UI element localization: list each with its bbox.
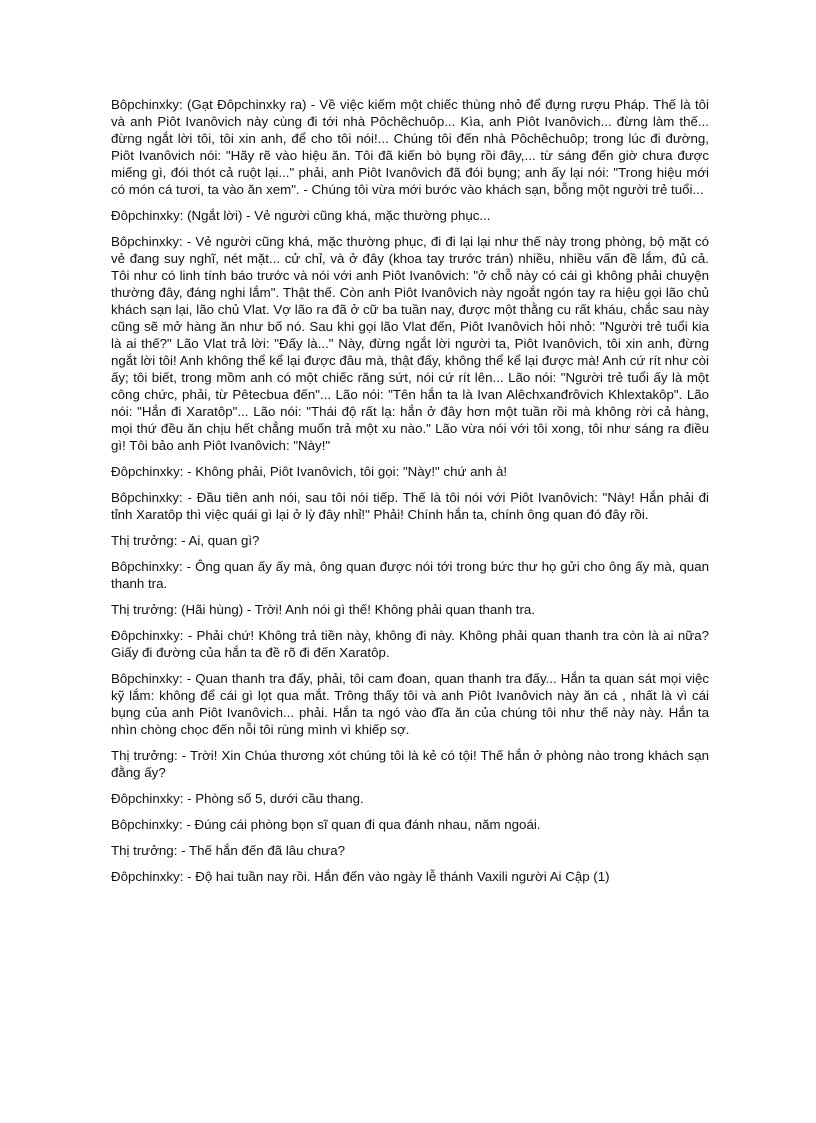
dialogue-paragraph: Đôpchinxky: - Không phải, Piôt Ivanôvich, tôi gọi: "Này!" chứ anh à!	[111, 464, 508, 479]
dialogue-paragraph: Thị trưởng: (Hãi hùng) - Trời! Anh nói gì thế! Không phải quan thanh tra.	[111, 602, 536, 617]
dialogue-paragraph: Bôpchinxky: - Vẻ người cũng khá, mặc thường phục, đi đi lại lại như thế này trong phòng, bộ mặt có vẻ đang suy nghĩ, nét mặt... cử chỉ, và ở đây (khoa tay trước trán) nhiều, nhiều vấn đề lắm, đủ cả. Tôi như có linh tính báo trước và nói với anh Piôt Ivanôvich: "ở chỗ này có cái gì không phải chuyện thường đây, đáng nghi lắm". Thật thế. Còn anh Piôt Ivanôvich này ngoắt ngón tay ra hiệu gọi lão chủ khách sạn lại, lão chủ Vlat. Vợ lão ra đã ở cữ ba tuần nay, được một thằng cu rất kháu, chắc sau này cũng sẽ mở hàng ăn như bố nó. Sau khi gọi lão Vlat đến, Piôt Ivanôvich hỏi nhỏ: "Người trẻ tuổi kia là ai thế?" Lão Vlat trả lời: "Đấy là..." Này, đừng ngắt lời người ta, Piôt Ivanôvich, tôi xin anh, đừng ngắt lời tôi! Anh không thể kể lại được đâu mà, thật đấy, không thể kể lại được mà! Anh cứ rít như còi ấy; tôi biết, trong mồm anh có một chiếc răng sứt, nói cứ rít lên... Lão nói: "Người trẻ tuổi ấy là một công chức, phải, từ Pêtecbua đến"... Lão nói: "Tên hắn ta là Ivan Alêchxanđrôvich Khlextakôp". Lão nói: "Hắn đi Xaratôp"... Lão nói: "Thái độ rất lạ: hắn ở đây hơn một tuần rồi mà không rời cả hàng, mọi thứ đều ăn chịu hết chẳng muốn trả một xu nào." Lão vừa nói với tôi xong, tôi như sáng ra điều gì! Tôi bảo anh Piôt Ivanôvich: "Này!"	[111, 234, 709, 453]
dialogue-paragraph: Bôpchinxky: - Quan thanh tra đấy, phải, tôi cam đoan, quan thanh tra đấy... Hắn ta quan sát mọi việc kỹ lắm: không để cái gì lọt qua mắt. Trông thấy tôi và anh Piôt Ivanôvich này ăn cá , nhất là vì cái bụng của anh Piôt Ivanôvich... phải. Hắn ta ngó vào đĩa ăn của chúng tôi như thế này này. Hắn ta nhìn chòng chọc đến nỗi tôi rùng mình vì khiếp sợ.	[111, 671, 709, 737]
dialogue-paragraph: Thị trưởng: - Ai, quan gì?	[111, 533, 260, 548]
dialogue-paragraph: Bôpchinxky: (Gạt Đôpchinxky ra) - Về việc kiếm một chiếc thùng nhỏ để đựng rượu Pháp. Thế là tôi và anh Piôt Ivanôvich này cùng đi tới nhà Pôchêchuôp... Kìa, anh Piôt Ivanôvich... đừng làm thế... đừng ngắt lời tôi, tôi xin anh, để cho tôi nói!... Chúng tôi đến nhà Pôchêchuôp; trong lúc đi đường, Piôt Ivanôvich nói: "Hãy rẽ vào hiệu ăn. Tôi đã kiến bò bụng rồi đây,... từ sáng đến giờ chưa được miếng gì, đói thót cả ruột lại..." phải, anh Piôt Ivanôvich đã đói bụng; anh ấy lại nói: "Trong hiệu mới có món cá tươi, ta vào ăn xem". - Chúng tôi vừa mới bước vào khách sạn, bỗng một người trẻ tuổi...	[111, 97, 709, 197]
dialogue-paragraph: Đôpchinxky: (Ngắt lời) - Vẻ người cũng khá, mặc thường phục...	[111, 208, 491, 223]
dialogue-paragraph: Bôpchinxky: - Đầu tiên anh nói, sau tôi nói tiếp. Thế là tôi nói với Piôt Ivanôvich: "Này! Hắn phải đi tỉnh Xaratôp thì việc quái gì lại ở lỳ đây nhỉ!" Phải! Chính hắn ta, chính ông quan đó đây rồi.	[111, 490, 709, 522]
dialogue-paragraph: Đôpchinxky: - Phòng số 5, dưới cầu thang.	[111, 791, 364, 806]
dialogue-paragraph: Đôpchinxky: - Độ hai tuần nay rồi. Hắn đến vào ngày lễ thánh Vaxili người Ai Cập (1)	[111, 869, 610, 884]
dialogue-paragraph: Thị trưởng: - Trời! Xin Chúa thương xót chúng tôi là kẻ có tội! Thế hắn ở phòng nào trong khách sạn đằng ấy?	[111, 748, 709, 780]
dialogue-paragraph: Bôpchinxky: - Đúng cái phòng bọn sĩ quan đi qua đánh nhau, năm ngoái.	[111, 817, 541, 832]
dialogue-paragraph: Bôpchinxky: - Ông quan ấy ấy mà, ông quan được nói tới trong bức thư họ gửi cho ông ấy mà, quan thanh tra.	[111, 559, 709, 591]
document-page	[111, 96, 709, 894]
dialogue-paragraph: Thị trưởng: - Thế hắn đến đã lâu chưa?	[111, 843, 345, 858]
dialogue-paragraph: Đôpchinxky: - Phải chứ! Không trả tiền này, không đi này. Không phải quan thanh tra còn là ai nữa? Giấy đi đường của hắn ta đề rõ đi đến Xaratôp.	[111, 628, 709, 660]
